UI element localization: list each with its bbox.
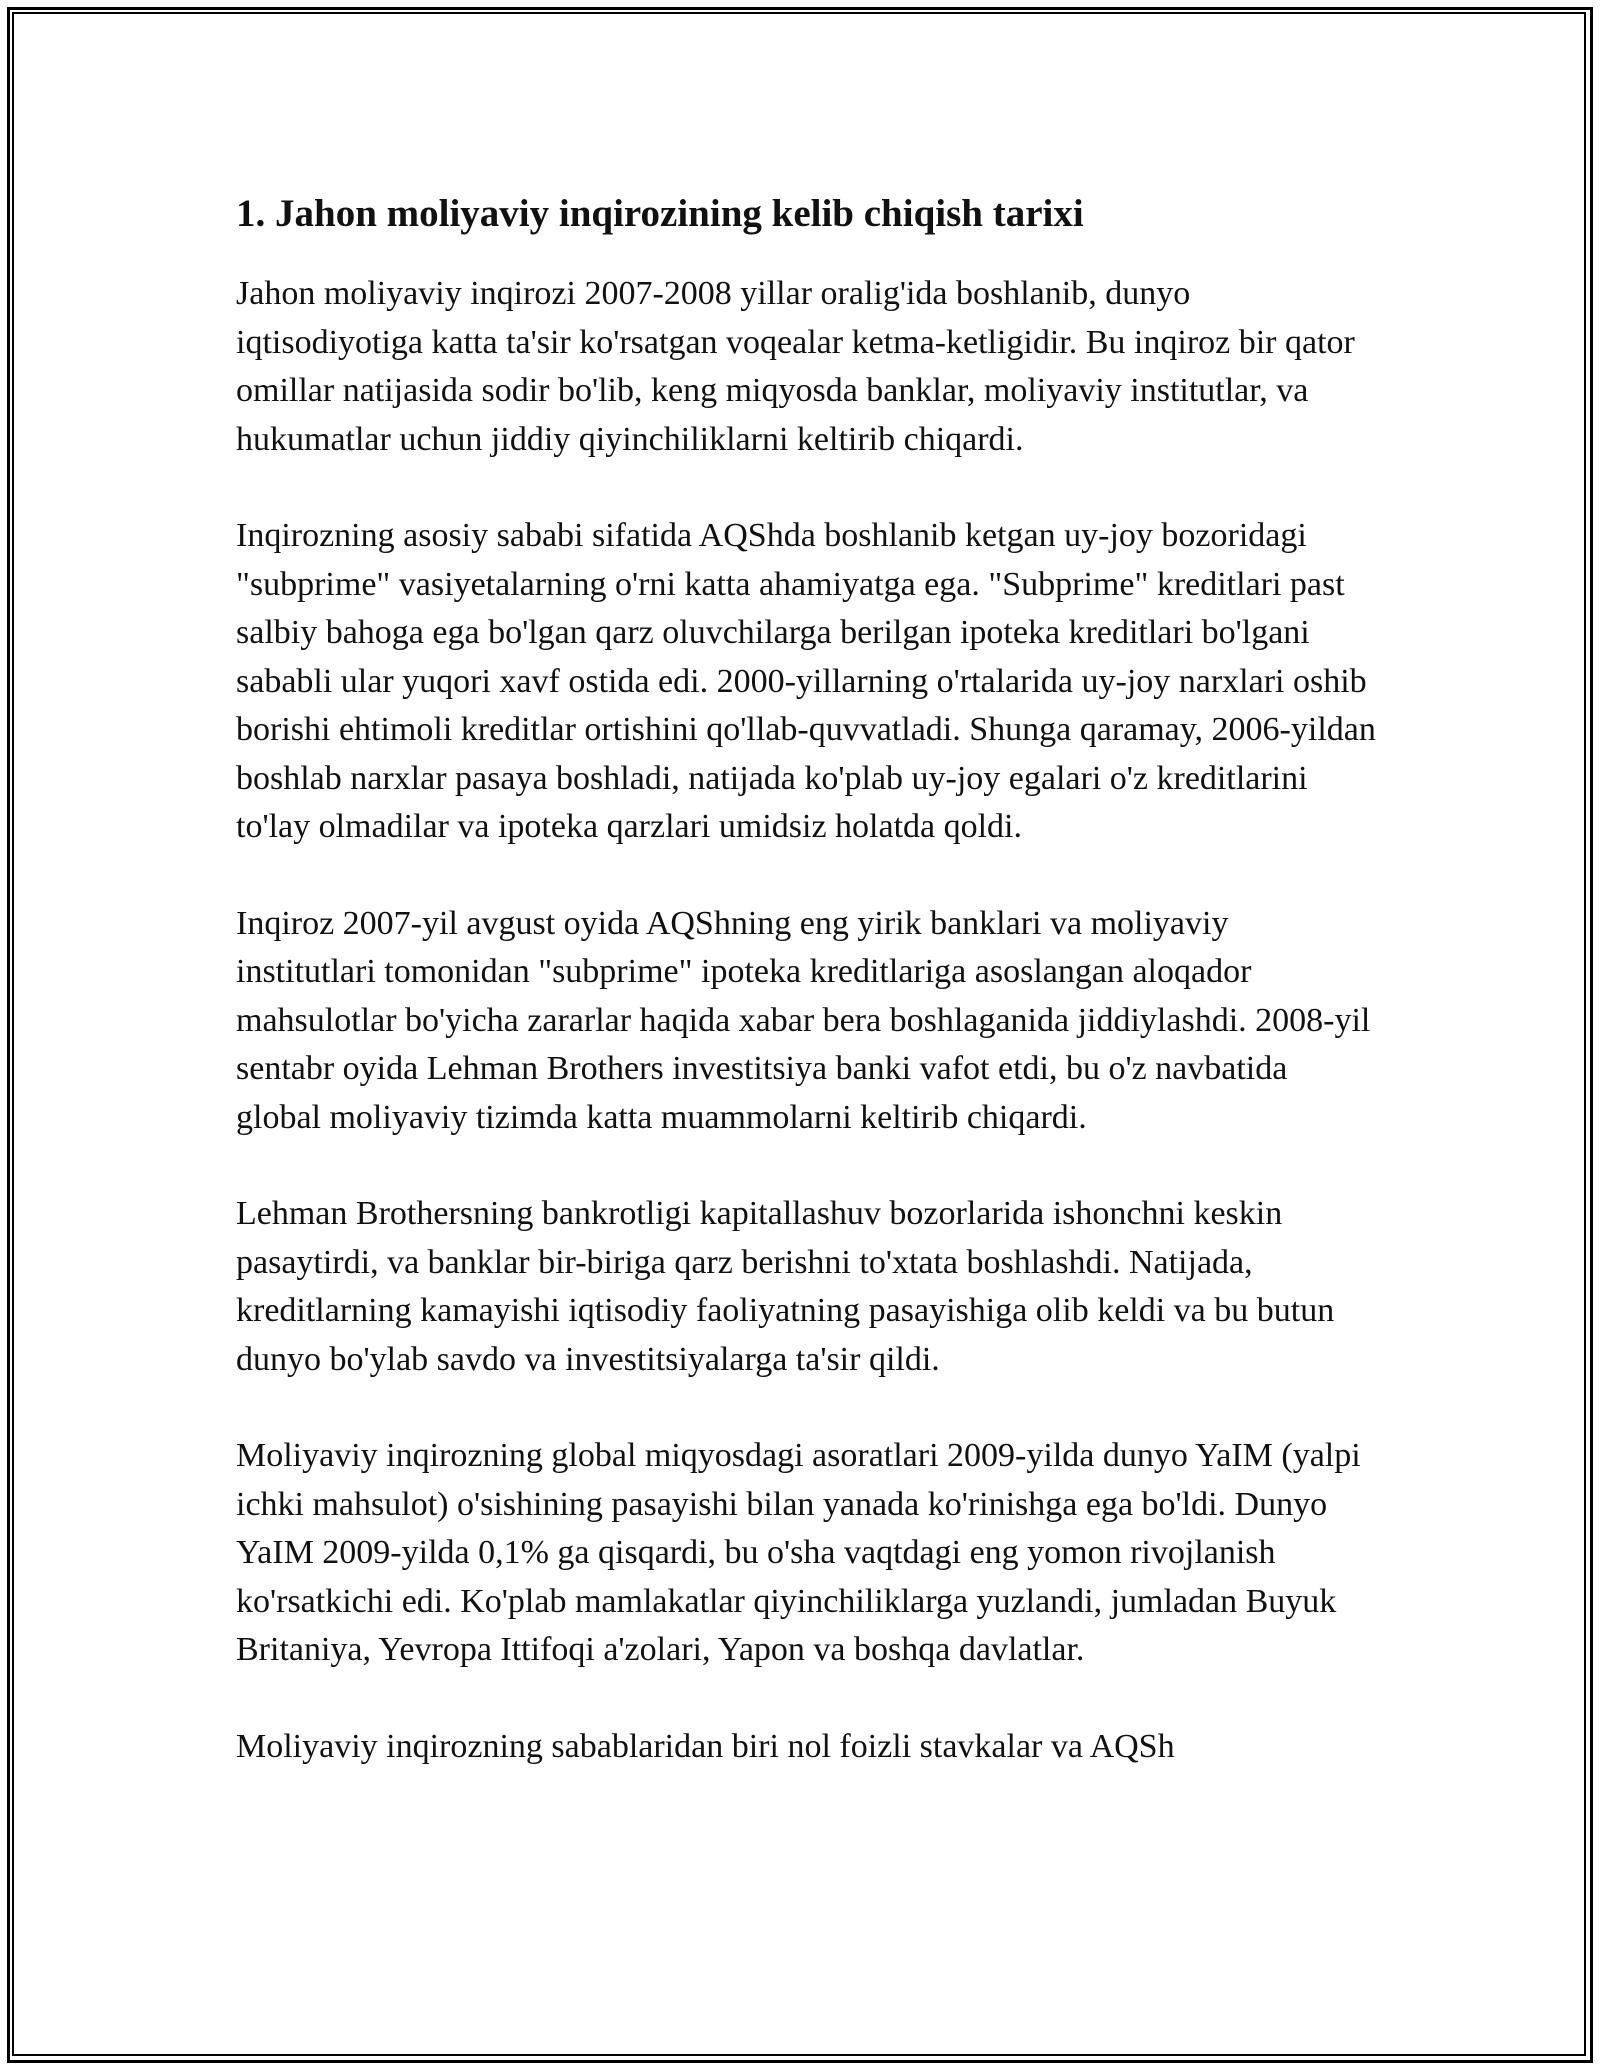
document-content [236,186,1376,1819]
section-title: 1. Jahon moliyaviy inqirozining kelib chiqish tarixi [236,192,1084,235]
paragraph-4: Lehman Brothersning bankrotligi kapitallashuv bozorlarida ishonchni keskin pasaytirdi, va banklar bir-biriga qarz berishni to'xtata boshlashdi. Natijada, kreditlarning kamayishi iqtisodiy faoliyatning pasayishiga olib keldi va bu butun dunyo bo'ylab savdo va investitsiyalarga ta'sir qildi. [236,1195,1335,1378]
paragraph-5: Moliyaviy inqirozning global miqyosdagi asoratlari 2009-yilda dunyo YaIM (yalpi ichki mahsulot) o'sishining pasayishi bilan yanada ko'rinishga ega bo'ldi. Dunyo YaIM 2009-yilda 0,1% ga qisqardi, bu o'sha vaqtdagi eng yomon rivojlanish ko'rsatkichi edi. Ko'plab mamlakatlar qiyinchiliklarga yuzlandi, jumladan Buyuk Britaniya, Yevropa Ittifoqi a'zolari, Yapon va boshqa davlatlar. [236,1437,1361,1668]
paragraph-1: Jahon moliyaviy inqirozi 2007-2008 yillar oralig'ida boshlanib, dunyo iqtisodiyotiga katta ta'sir ko'rsatgan voqealar ketma-ketligidir. Bu inqiroz bir qator omillar natijasida sodir bo'lib, keng miqyosda banklar, moliyaviy institutlar, va hukumatlar uchun jiddiy qiyinchiliklarni keltirib chiqardi. [236,275,1355,458]
paragraph-2: Inqirozning asosiy sababi sifatida AQShda boshlanib ketgan uy-joy bozoridagi "subprime" vasiyetalarning o'rni katta ahamiyatga ega. "Subprime" kreditlari past salbiy bahoga ega bo'lgan qarz oluvchilarga berilgan ipoteka kreditlari bo'lgani sababli ular yuqori xavf ostida edi. 2000-yillarning o'rtalarida uy-joy narxlari oshib borishi ehtimoli kreditlar ortishini qo'llab-quvvatladi. Shunga qaramay, 2006-yildan boshlab narxlar pasaya boshladi, natijada ko'plab uy-joy egalari o'z kreditlarini to'lay olmadilar va ipoteka qarzlari umidsiz holatda qoldi. [236,517,1376,845]
paragraph-3: Inqiroz 2007-yil avgust oyida AQShning eng yirik banklari va moliyaviy institutlari tomonidan "subprime" ipoteka kreditlariga asoslangan aloqador mahsulotlar bo'yicha zararlar haqida xabar bera boshlaganida jiddiylashdi. 2008-yil sentabr oyida Lehman Brothers investitsiya banki vafot etdi, bu o'z navbatida global moliyaviy tizimda katta muammolarni keltirib chiqardi. [236,904,1371,1136]
paragraph-6: Moliyaviy inqirozning sabablaridan biri nol foizli stavkalar va AQSh [236,1727,1175,1765]
